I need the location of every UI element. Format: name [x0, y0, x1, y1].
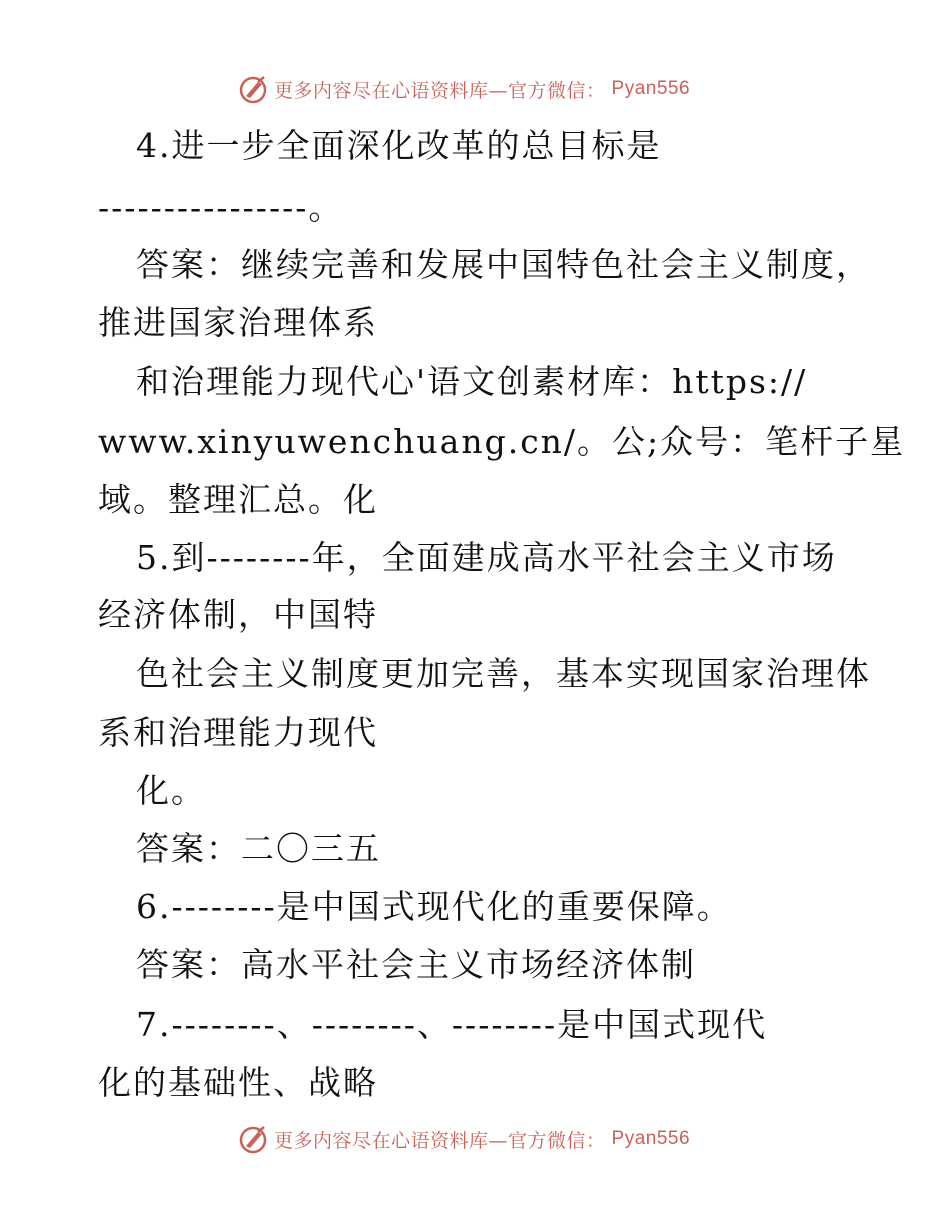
question-5-line-5: 化。 [136, 771, 206, 810]
question-5-line-2: 经济体制，中国特 [98, 595, 378, 634]
question-4-blank: ----------------。 [98, 188, 344, 227]
question-5-line-3: 色社会主义制度更加完善，基本实现国家治理体 [136, 654, 871, 693]
answer-4-line-4: www.xinyuwenchuang.cn/。公;众号：笔杆子星 [98, 422, 906, 461]
watermark-text: 更多内容尽在心语资料库—官方微信： [274, 1129, 606, 1152]
question-6: 6.--------是中国式现代化的重要保障。 [136, 887, 732, 926]
watermark-wechat-id: Pyan556 [611, 78, 691, 99]
answer-4-line-3: 和治理能力现代心'语文创素材库：https:// [136, 362, 808, 401]
watermark-footer [238, 1124, 690, 1154]
watermark-text: 更多内容尽在心语资料库—官方微信： [274, 79, 606, 102]
answer-6: 答案：高水平社会主义市场经济体制 [136, 945, 696, 984]
question-7-line-2: 化的基础性、战略 [98, 1063, 378, 1102]
watermark-wechat-id: Pyan556 [611, 1128, 691, 1149]
answer-4-line-2: 推进国家治理体系 [98, 303, 378, 342]
question-5-line-1: 5.到--------年，全面建成高水平社会主义市场 [136, 538, 837, 577]
answer-5: 答案：二〇三五 [136, 829, 381, 868]
answer-4-line-1: 答案：继续完善和发展中国特色社会主义制度， [136, 245, 871, 284]
question-5-line-4: 系和治理能力现代 [98, 713, 378, 752]
pen-logo-icon [238, 1124, 268, 1154]
answer-4-line-5: 域。整理汇总。化 [98, 480, 378, 519]
question-7-line-1: 7.--------、--------、--------是中国式现代 [136, 1005, 768, 1044]
pen-logo-icon [238, 74, 268, 104]
question-4-line-1: 4.进一步全面深化改革的总目标是 [136, 126, 662, 165]
watermark-header [238, 74, 690, 104]
